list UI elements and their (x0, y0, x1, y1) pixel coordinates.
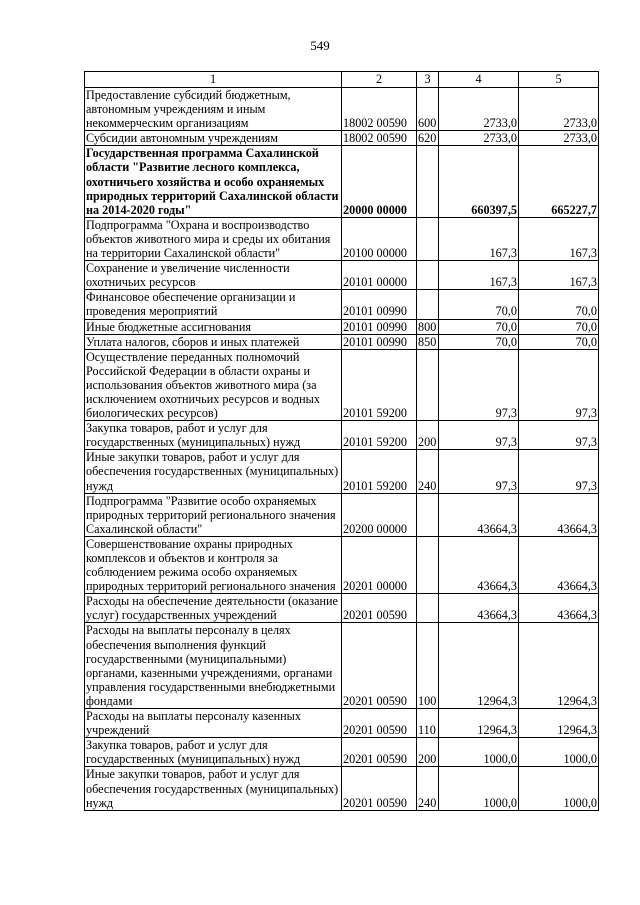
row-type-cell (417, 493, 439, 536)
row-name-cell: Закупка товаров, работ и услуг для государственных (муниципальных) нужд (85, 738, 342, 767)
row-code-cell: 20201 00590 (342, 738, 417, 767)
row-code-cell: 20101 00990 (342, 319, 417, 334)
table-row (85, 217, 599, 260)
row-code-cell: 18002 00590 (342, 131, 417, 146)
row-name-cell: Расходы на обеспечение деятельности (оказание услуг) государственных учреждений (85, 594, 342, 623)
column-header-code: 2 (342, 72, 417, 88)
row-name-cell: Финансовое обеспечение организации и проведения мероприятий (85, 290, 342, 319)
row-amount-2-cell: 43664,3 (519, 536, 599, 593)
row-name-cell: Иные закупки товаров, работ и услуг для обеспечения государственных (муниципальных) нужд (85, 767, 342, 810)
row-amount-2-cell: 2733,0 (519, 131, 599, 146)
row-amount-1-cell: 97,3 (439, 421, 519, 450)
row-code-cell: 20101 59200 (342, 421, 417, 450)
row-code-cell: 20101 59200 (342, 450, 417, 493)
row-amount-1-cell: 167,3 (439, 261, 519, 290)
table-row (85, 131, 599, 146)
row-type-cell (417, 217, 439, 260)
table-row (85, 349, 599, 420)
row-code-cell: 20200 00000 (342, 493, 417, 536)
table-row (85, 319, 599, 334)
page-number: 549 (310, 38, 330, 53)
row-type-cell (417, 536, 439, 593)
table-row (85, 594, 599, 623)
row-amount-1-cell: 43664,3 (439, 493, 519, 536)
row-type-cell (417, 290, 439, 319)
row-amount-1-cell: 70,0 (439, 319, 519, 334)
row-code-cell: 20201 00000 (342, 536, 417, 593)
row-code-cell: 20101 00990 (342, 290, 417, 319)
row-type-cell: 240 (417, 767, 439, 810)
row-name-cell: Иные закупки товаров, работ и услуг для обеспечения государственных (муниципальных) нужд (85, 450, 342, 493)
row-amount-1-cell: 43664,3 (439, 594, 519, 623)
row-amount-1-cell: 70,0 (439, 290, 519, 319)
row-amount-2-cell: 97,3 (519, 450, 599, 493)
row-amount-2-cell: 1000,0 (519, 738, 599, 767)
table-row (85, 493, 599, 536)
table-row (85, 450, 599, 493)
row-amount-1-cell: 43664,3 (439, 536, 519, 593)
row-amount-1-cell: 97,3 (439, 349, 519, 420)
row-amount-2-cell: 43664,3 (519, 594, 599, 623)
row-type-cell (417, 349, 439, 420)
row-name-cell: Государственная программа Сахалинской области "Развитие лесного комплекса, охотничьего хозяйства и особо охраняемых природных территорий Сахалинской области на 2014-2020 годы" (85, 146, 342, 217)
row-code-cell: 20201 00590 (342, 709, 417, 738)
row-amount-2-cell: 43664,3 (519, 493, 599, 536)
row-amount-2-cell: 1000,0 (519, 767, 599, 810)
row-amount-1-cell: 12964,3 (439, 623, 519, 709)
row-amount-2-cell: 167,3 (519, 261, 599, 290)
row-code-cell: 20201 00590 (342, 623, 417, 709)
row-code-cell: 20201 00590 (342, 594, 417, 623)
table-row (85, 334, 599, 349)
row-type-cell (417, 594, 439, 623)
row-code-cell: 20000 00000 (342, 146, 417, 217)
row-name-cell: Закупка товаров, работ и услуг для государственных (муниципальных) нужд (85, 421, 342, 450)
row-name-cell: Осуществление переданных полномочий Российской Федерации в области охраны и использования объектов животного мира (за исключением охотничьих ресурсов и водных биологических ресурсов) (85, 349, 342, 420)
row-amount-2-cell: 665227,7 (519, 146, 599, 217)
row-code-cell: 20101 00000 (342, 261, 417, 290)
row-amount-1-cell: 660397,5 (439, 146, 519, 217)
row-code-cell: 20201 00590 (342, 767, 417, 810)
table-row (85, 290, 599, 319)
row-type-cell (417, 146, 439, 217)
table-row (85, 88, 599, 131)
table-row (85, 421, 599, 450)
row-amount-2-cell: 167,3 (519, 217, 599, 260)
row-name-cell: Субсидии автономным учреждениям (85, 131, 342, 146)
table-row (85, 767, 599, 810)
row-name-cell: Расходы на выплаты персоналу казенных учреждений (85, 709, 342, 738)
column-header-amount-2: 5 (519, 72, 599, 88)
row-name-cell: Сохранение и увеличение численности охотничьих ресурсов (85, 261, 342, 290)
row-type-cell: 240 (417, 450, 439, 493)
row-code-cell: 20100 00000 (342, 217, 417, 260)
row-type-cell: 200 (417, 421, 439, 450)
row-amount-2-cell: 70,0 (519, 319, 599, 334)
row-amount-1-cell: 97,3 (439, 450, 519, 493)
row-name-cell: Подпрограмма "Охрана и воспроизводство объектов животного мира и среды их обитания на территории Сахалинской области" (85, 217, 342, 260)
row-amount-2-cell: 97,3 (519, 421, 599, 450)
column-header-name: 1 (85, 72, 342, 88)
row-name-cell: Расходы на выплаты персоналу в целях обеспечения выполнения функций государственными (муниципальными) органами, казенными учреждениями, органами управления государственными внебюджетными фондами (85, 623, 342, 709)
row-code-cell: 20101 59200 (342, 349, 417, 420)
row-amount-2-cell: 12964,3 (519, 623, 599, 709)
row-amount-1-cell: 70,0 (439, 334, 519, 349)
row-type-cell: 850 (417, 334, 439, 349)
table-row (85, 536, 599, 593)
row-amount-1-cell: 12964,3 (439, 709, 519, 738)
row-type-cell: 100 (417, 623, 439, 709)
row-type-cell (417, 261, 439, 290)
row-name-cell: Подпрограмма "Развитие особо охраняемых природных территорий регионального значения Сахалинской области" (85, 493, 342, 536)
row-name-cell: Иные бюджетные ассигнования (85, 319, 342, 334)
row-amount-2-cell: 70,0 (519, 290, 599, 319)
row-type-cell: 800 (417, 319, 439, 334)
row-amount-1-cell: 2733,0 (439, 88, 519, 131)
row-type-cell: 620 (417, 131, 439, 146)
table-header (85, 72, 599, 88)
row-type-cell: 110 (417, 709, 439, 738)
table-row (85, 261, 599, 290)
row-name-cell: Уплата налогов, сборов и иных платежей (85, 334, 342, 349)
table-row (85, 738, 599, 767)
row-name-cell: Предоставление субсидий бюджетным, автономным учреждениям и иным некоммерческим организациям (85, 88, 342, 131)
row-amount-2-cell: 70,0 (519, 334, 599, 349)
row-amount-1-cell: 167,3 (439, 217, 519, 260)
header-row (85, 72, 599, 88)
table-row (85, 146, 599, 217)
row-code-cell: 18002 00590 (342, 88, 417, 131)
row-type-cell: 600 (417, 88, 439, 131)
table-body (85, 88, 599, 811)
row-amount-1-cell: 2733,0 (439, 131, 519, 146)
budget-table (84, 71, 599, 811)
row-amount-2-cell: 12964,3 (519, 709, 599, 738)
table-row (85, 709, 599, 738)
row-amount-1-cell: 1000,0 (439, 738, 519, 767)
column-header-type: 3 (417, 72, 439, 88)
row-code-cell: 20101 00990 (342, 334, 417, 349)
row-amount-2-cell: 97,3 (519, 349, 599, 420)
row-amount-1-cell: 1000,0 (439, 767, 519, 810)
row-amount-2-cell: 2733,0 (519, 88, 599, 131)
table-row (85, 623, 599, 709)
column-header-amount-1: 4 (439, 72, 519, 88)
row-name-cell: Совершенствование охраны природных комплексов и объектов и контроля за соблюдением режима особо охраняемых природных территорий регионального значения (85, 536, 342, 593)
row-type-cell: 200 (417, 738, 439, 767)
